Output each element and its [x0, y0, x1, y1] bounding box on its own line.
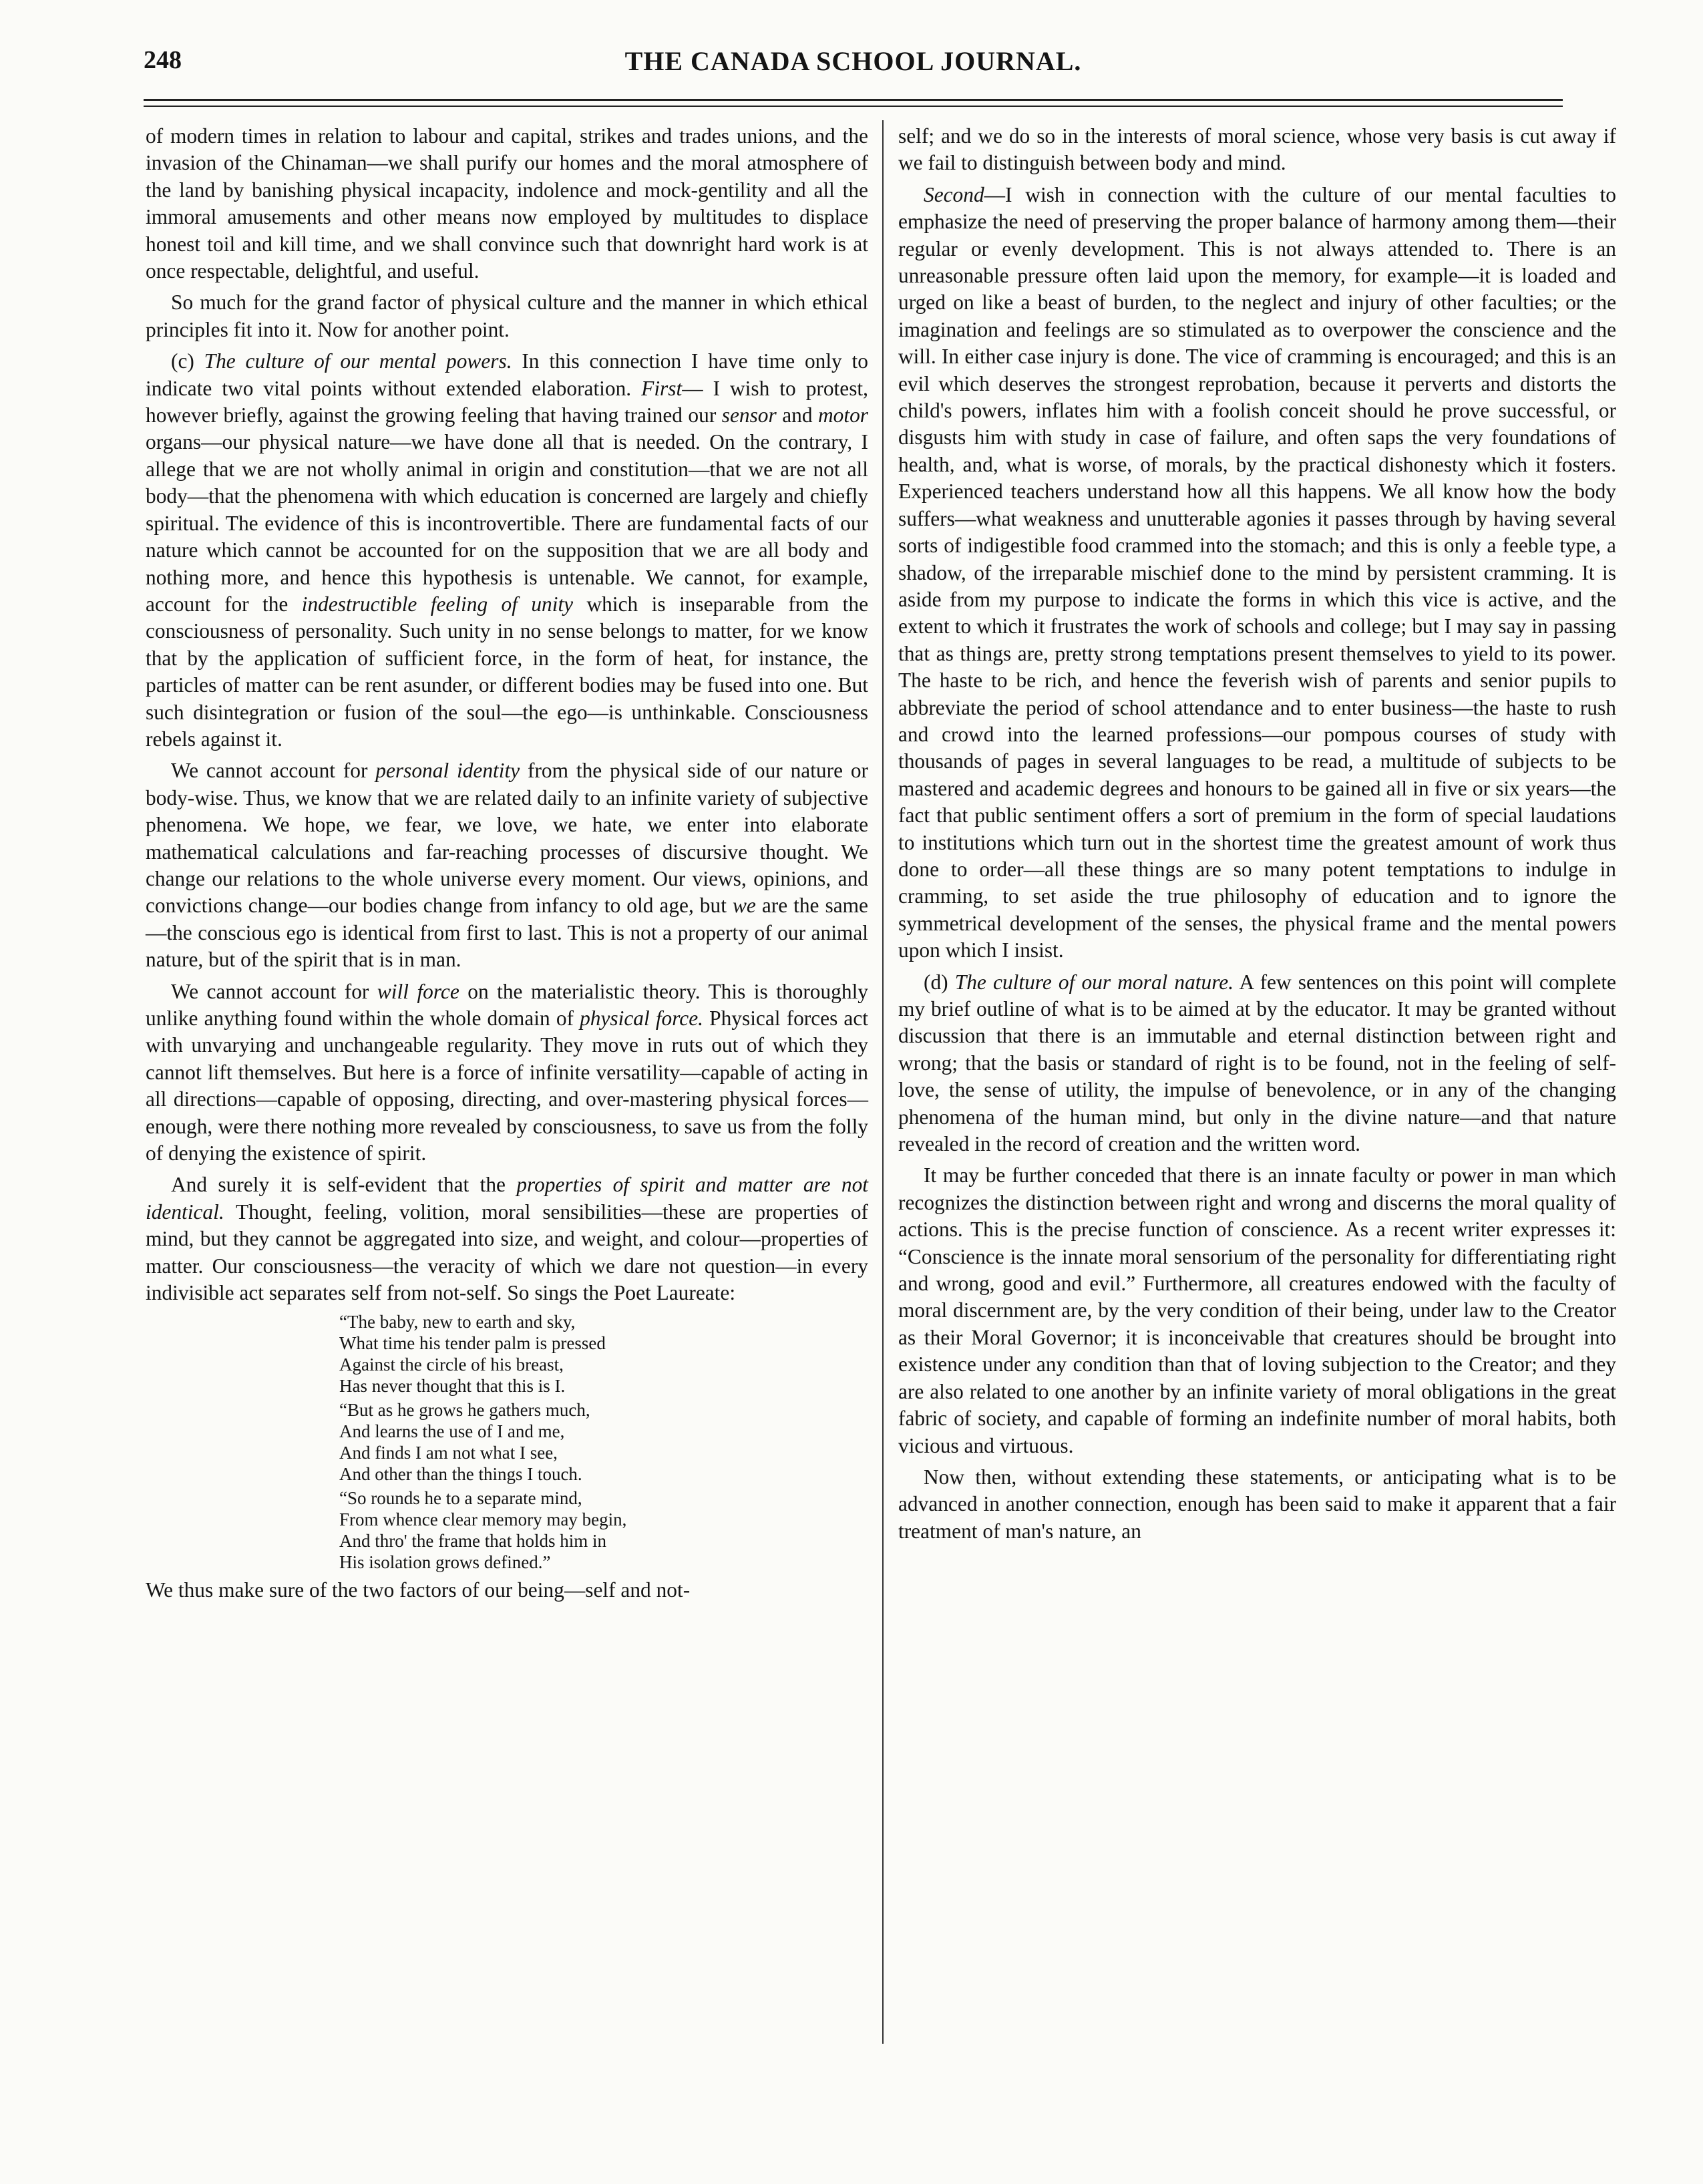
paragraph: So much for the grand factor of physical culture and the manner in which ethical principles fit into it. Now for another point.: [146, 291, 868, 341]
poem-quotation: [339, 1311, 868, 1573]
paragraph-mental-powers: (c) The culture of our mental powers. In this connection I have time only to indicate two vital points without extended elaboration. First— I wish to protest, however briefly, against the growing feeling that having trained our sensor and motor organs—our physical nature—we have done all that is needed. On the contrary, I allege that we are not wholly animal in origin and constitution—that we are not all body—that the phenomena with which education is concerned are largely and chiefly spiritual. The evidence of this is incontrovertible. There are fundamental facts of our nature which cannot be accounted for on the supposition that we are all body and nothing more, and hence this hypothesis is untenable. We cannot, for example, account for the indestructible feeling of unity which is inseparable from the consciousness of personality. Such unity in no sense belongs to matter, for we know that by the application of sufficient force, in the form of heat, for instance, the particles of matter can be rent asunder, or different bodies may be fused into one. But such disintegration or fusion of the soul—the ego—is unthinkable. Consciousness rebels against it.: [146, 349, 869, 751]
paragraph: We thus make sure of the two factors of our being—self and not-: [146, 1578, 691, 1602]
poem-line: And other than the things I touch.: [339, 1464, 582, 1485]
section-label: (c): [171, 349, 194, 373]
header-rule: [144, 99, 1563, 101]
header-rule-double: [144, 106, 1563, 107]
paragraph: Now then, without extending these statements, or anticipating what is to be advanced in another connection, enough has been said to make it apparent that a fair treatment of man's nature, an: [898, 1465, 1616, 1543]
poem-line: What time his tender palm is pressed: [339, 1333, 606, 1354]
poem-stanza: [339, 1311, 868, 1397]
second-label: Second: [924, 182, 984, 206]
poem-line: “The baby, new to earth and sky,: [339, 1312, 576, 1332]
poem-line: “But as he grows he gathers much,: [339, 1400, 590, 1421]
column-divider: [882, 120, 884, 2044]
section-heading: The culture of our moral nature.: [954, 970, 1234, 994]
paragraph: It may be further conceded that there is an innate faculty or power in man which recognizes the distinction between right and wrong and discerns the moral quality of actions. This is the precise function of conscience. As a recent writer expresses it: “Conscience is the innate moral sensorium of the personality for differentiating right and wrong, good and evil.” Furthermore, all creatures endowed with the faculty of moral discernment are, by the very condition of their being, under law to the Creator as their Moral Governor; it is inconceivable that creatures should be brought into existence under any condition than that of loving subjection to the Creator; and they are also related to one another by an infinite variety of moral obligations in the great fabric of society, and capable of forming an indefinite number of moral habits, both vicious and virtuous.: [898, 1163, 1616, 1457]
section-heading: The culture of our mental powers.: [204, 349, 512, 373]
poem-line: His isolation grows defined.”: [339, 1552, 551, 1573]
journal-title: THE CANADA SCHOOL JOURNAL.: [624, 46, 1082, 76]
poem-line: And finds I am not what I see,: [339, 1443, 558, 1463]
poem-line: “So rounds he to a separate mind,: [339, 1488, 582, 1509]
poem-line: Against the circle of his breast,: [339, 1354, 564, 1375]
paragraph-spirit-matter: And surely it is self-evident that the properties of spirit and matter are not identical. Thought, feeling, volition, moral sensibilities—these are properties of mind, but they cannot be aggregated into size, and weight, and colour—properties of matter. Our consciousness—the veracity of which we dare not question—in every indivisible act separates self from not-self. So sings the Poet Laureate:: [146, 1173, 868, 1305]
poem-line: Has never thought that this is I.: [339, 1376, 566, 1397]
section-label: (d): [924, 970, 948, 994]
left-column: [146, 123, 868, 1609]
paragraph-moral-nature: (d) The culture of our moral nature. A few sentences on this point will complete my brief outline of what is to be aimed at by the educator. It may be granted without discussion that there is an immutable and eternal distinction between right and wrong; that the basis or standard of right is to be found, not in the feeling of self-love, the sense of utility, the impulse of benevolence, or in any of the changing phenomena of the human mind, but only in the divine nature—and that nature revealed in the record of creation and the written word.: [898, 970, 1616, 1156]
page-number: 248: [144, 46, 182, 74]
poem-stanza: [339, 1487, 868, 1573]
paragraph-personal-identity: We cannot account for personal identity from the physical side of our nature or body-wise. Thus, we know that we are related daily to an infinite variety of subjective phenomena. We hope, we fear, we love, we hate, we enter into elaborate mathematical calculations and far-reaching processes of discursive thought. We change our relations to the whole universe every moment. Our views, opinions, and convictions change—our bodies change from infancy to old age, but we are the same—the conscious ego is identical from first to last. This is not a property of our animal nature, but of the spirit that is in man.: [146, 759, 868, 972]
right-column: [898, 123, 1616, 1550]
paragraph: self; and we do so in the interests of moral science, whose very basis is cut away if we fail to distinguish between body and mind.: [898, 124, 1616, 175]
page-header: [144, 45, 1563, 79]
paragraph: of modern times in relation to labour and capital, strikes and trades unions, and the invasion of the Chinaman—we shall purify our homes and the moral atmosphere of the land by banishing physical incapacity, indolence and mock-gentility and all the immoral amusements and other means now employed by multitudes to displace honest toil and kill time, and we shall convince such that downright hard work is at once respectable, delightful, and useful.: [146, 124, 868, 283]
poem-line: From whence clear memory may begin,: [339, 1509, 627, 1530]
poem-stanza: [339, 1399, 868, 1485]
paragraph-second-point: Second—I wish in connection with the culture of our mental faculties to emphasize the need of preserving the proper balance of harmony among them—their regular or evenly development. This is not always attended to. There is an unreasonable pressure often laid upon the memory, for example—it is loaded and urged on like a beast of burden, to the neglect and injury of other faculties; or the imagination and feelings are so stimulated as to overpower the conscience and the will. In either case injury is done. The vice of cramming is encouraged; and this is an evil which deserves the strongest reprobation, because it perverts and distorts the child's powers, inflates him with a foolish conceit should he prove successful, or disgusts him with study in case of failure, and often saps the very foundations of health, and, what is worse, of morals, by the practical dishonesty which it fosters. Experienced teachers understand how all this happens. We all know how the body suffers—what weakness and unutterable agonies it passes through by having several sorts of indigestible food crammed into the stomach; and this is only a feeble type, a shadow, of the irreparable mischief done to the mind by persistent cramming. It is aside from my purpose to indicate the forms in which this vice is active, and the extent to which it frustrates the work of schools and college; but I may say in passing that as things are, pretty strong temptations present themselves to yield to its power. The haste to be rich, and hence the feverish wish of parents and senior pupils to abbreviate the period of school attendance and to enter business—the haste to rush and crowd into the learned professions—our pompous courses of study with thousands of pages in several languages to be read, a multitude of subjects to be mastered and academic degrees and honours to be gained all in five or six years—the fact that public sentiment offers a sort of premium in the form of special laudations to institutions which turn out in the shortest time the greatest amount of work thus done to order—all these things are so many potent temptations to indulge in cramming, to set aside the true philosophy of education and to ignore the symmetrical development of the senses, the physical frame and the mental powers upon which I insist.: [898, 182, 1616, 962]
poem-line: And thro' the frame that holds him in: [339, 1531, 607, 1552]
paragraph-will-force: We cannot account for will force on the materialistic theory. This is thoroughly unlike anything found within the whole domain of physical force. Physical forces act with unvarying and unchangeable regularity. They move in ruts out of which they cannot lift themselves. But here is a force of infinite versatility—capable of acting in all directions—capable of opposing, directing, and over-mastering physical forces—enough, were there nothing more revealed by consciousness, to save us from the folly of denying the existence of spirit.: [146, 979, 869, 1165]
poem-line: And learns the use of I and me,: [339, 1421, 565, 1442]
